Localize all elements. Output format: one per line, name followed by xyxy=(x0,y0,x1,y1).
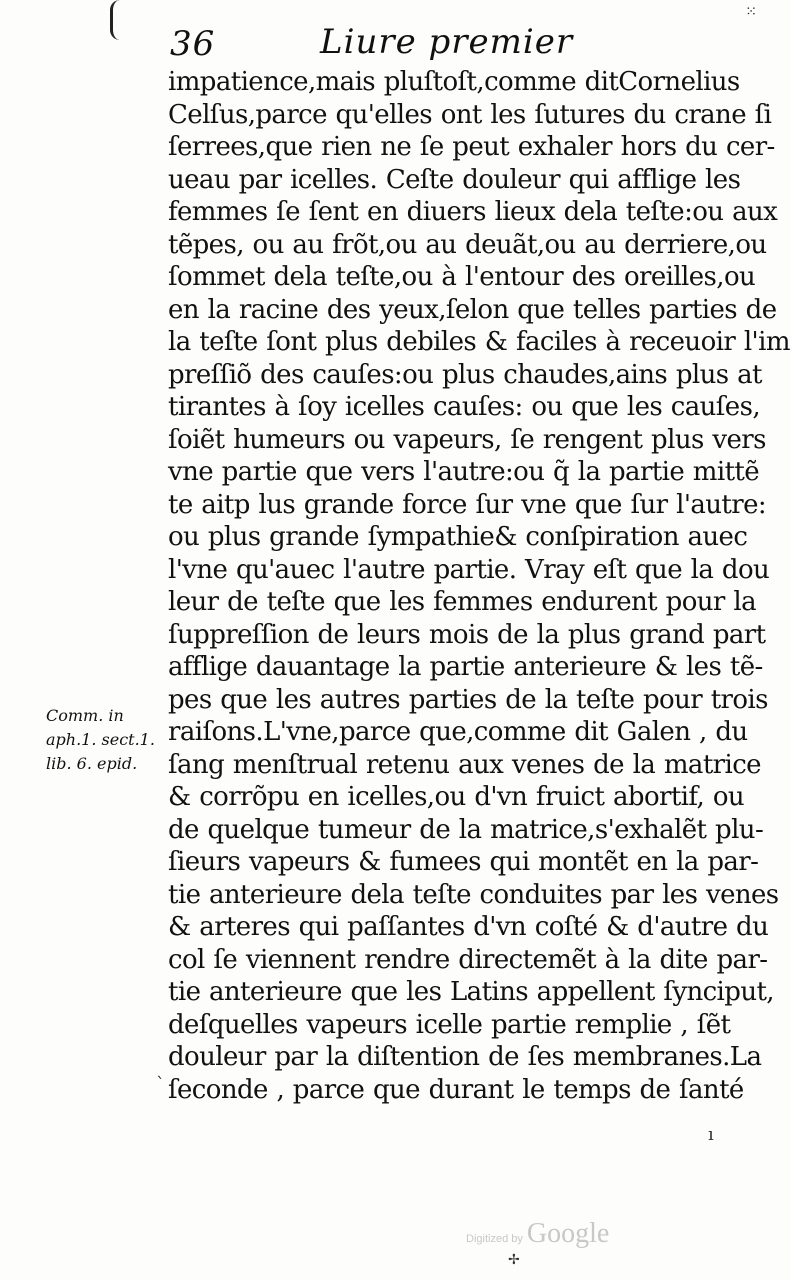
text-line: douleur par la diſtention de ſes membranes.La xyxy=(168,1042,762,1072)
page-header xyxy=(170,22,574,64)
text-line: en la racine des yeux,ſelon que telles parties de xyxy=(168,294,777,325)
text-line: tie anterieure dela teſte conduites par les venes xyxy=(168,879,779,910)
margin-note-line: Comm. in xyxy=(46,706,124,725)
page-edge-shadow xyxy=(110,0,133,40)
text-line: tirantes à ſoy icelles cauſes: ou que les cauſes, xyxy=(168,392,760,422)
text-line: tie anterieure que les Latins appellent ſynciput, xyxy=(168,977,774,1007)
margin-note xyxy=(46,704,166,776)
text-line: Celſus,parce qu'elles ont les ſutures du crane ſi xyxy=(168,99,772,130)
text-line: de quelque tumeur de la matrice,s'exhalẽt plu- xyxy=(168,814,764,845)
text-line: leur de teſte que les femmes endurent pour la xyxy=(168,587,757,617)
text-line: ſommet dela teſte,ou à l'entour des oreilles,ou xyxy=(168,262,756,292)
text-line: & arteres qui paſſantes d'vn coſté & d'autre du xyxy=(168,912,769,942)
text-line: preſſiõ des cauſes:ou plus chaudes,ains plus at xyxy=(168,359,762,390)
text-line: ſoiẽt humeurs ou vapeurs, ſe rengent plus vers xyxy=(168,424,766,455)
text-line: ſang menſtrual retenu aux venes de la matrice xyxy=(168,749,761,780)
text-line: pes que les autres parties de la teſte pour trois xyxy=(168,684,768,715)
page-number: 36 xyxy=(170,24,216,64)
margin-note-line: aph.1. sect.1. xyxy=(46,730,155,749)
text-line: col ſe viennent rendre directemẽt à la dite par- xyxy=(168,944,768,975)
text-line: impatience,mais pluſtoſt,comme ditCornelius xyxy=(168,67,740,97)
body-text xyxy=(168,66,790,1106)
text-line: & corrõpu en icelles,ou d'vn fruict abortif, ou xyxy=(168,782,745,812)
margin-note-line: lib. 6. epid. xyxy=(46,754,138,773)
text-line: afflige dauantage la partie anterieure & les tẽ- xyxy=(168,652,763,682)
google-logo: Google xyxy=(526,1218,610,1249)
text-line: femmes ſe ſent en diuers lieux dela teſte:ou aux xyxy=(168,197,778,227)
digitized-label: Digitized by xyxy=(466,1233,523,1245)
digitized-watermark xyxy=(466,1218,609,1250)
text-line: vne partie que vers l'autre:ou q̃ la partie mittẽ xyxy=(168,457,760,487)
text-line: ſeconde , parce que durant le temps de ſanté xyxy=(168,1074,744,1105)
text-line: ſerrees,que rien ne ſe peut exhaler hors du cer- xyxy=(168,132,775,162)
text-line: la teſte ſont plus debiles & faciles à receuoir l'im xyxy=(168,327,790,357)
text-line: tẽpes, ou au frõt,ou au deuãt,ou au derriere,ou xyxy=(168,229,767,260)
text-line: ſieurs vapeurs & fumees qui montẽt en la par- xyxy=(168,847,759,877)
text-line: ou plus grande ſympathie& conſpiration auec xyxy=(168,522,748,552)
running-title: Liure premier xyxy=(320,22,574,62)
text-line: te aitp lus grande force ſur vne que ſur l'autre: xyxy=(168,489,767,520)
ink-mark: ı xyxy=(708,1124,714,1145)
text-line: ſuppreſſion de leurs mois de la plus grand part xyxy=(168,619,766,650)
corner-mark: ⁙ xyxy=(745,4,757,20)
text-line: ueau par icelles. Ceſte douleur qui afflige les xyxy=(168,164,741,195)
text-line: deſquelles vapeurs icelle partie remplie , ſẽt xyxy=(168,1009,731,1040)
text-line: raiſons.L'vne,parce que,comme dit Galen , du xyxy=(168,717,748,747)
text-line: l'vne qu'auec l'autre partie. Vray eſt que la dou xyxy=(168,554,770,585)
bottom-ink-mark: ✢ xyxy=(508,1252,520,1268)
ink-mark: ` xyxy=(156,1074,165,1095)
